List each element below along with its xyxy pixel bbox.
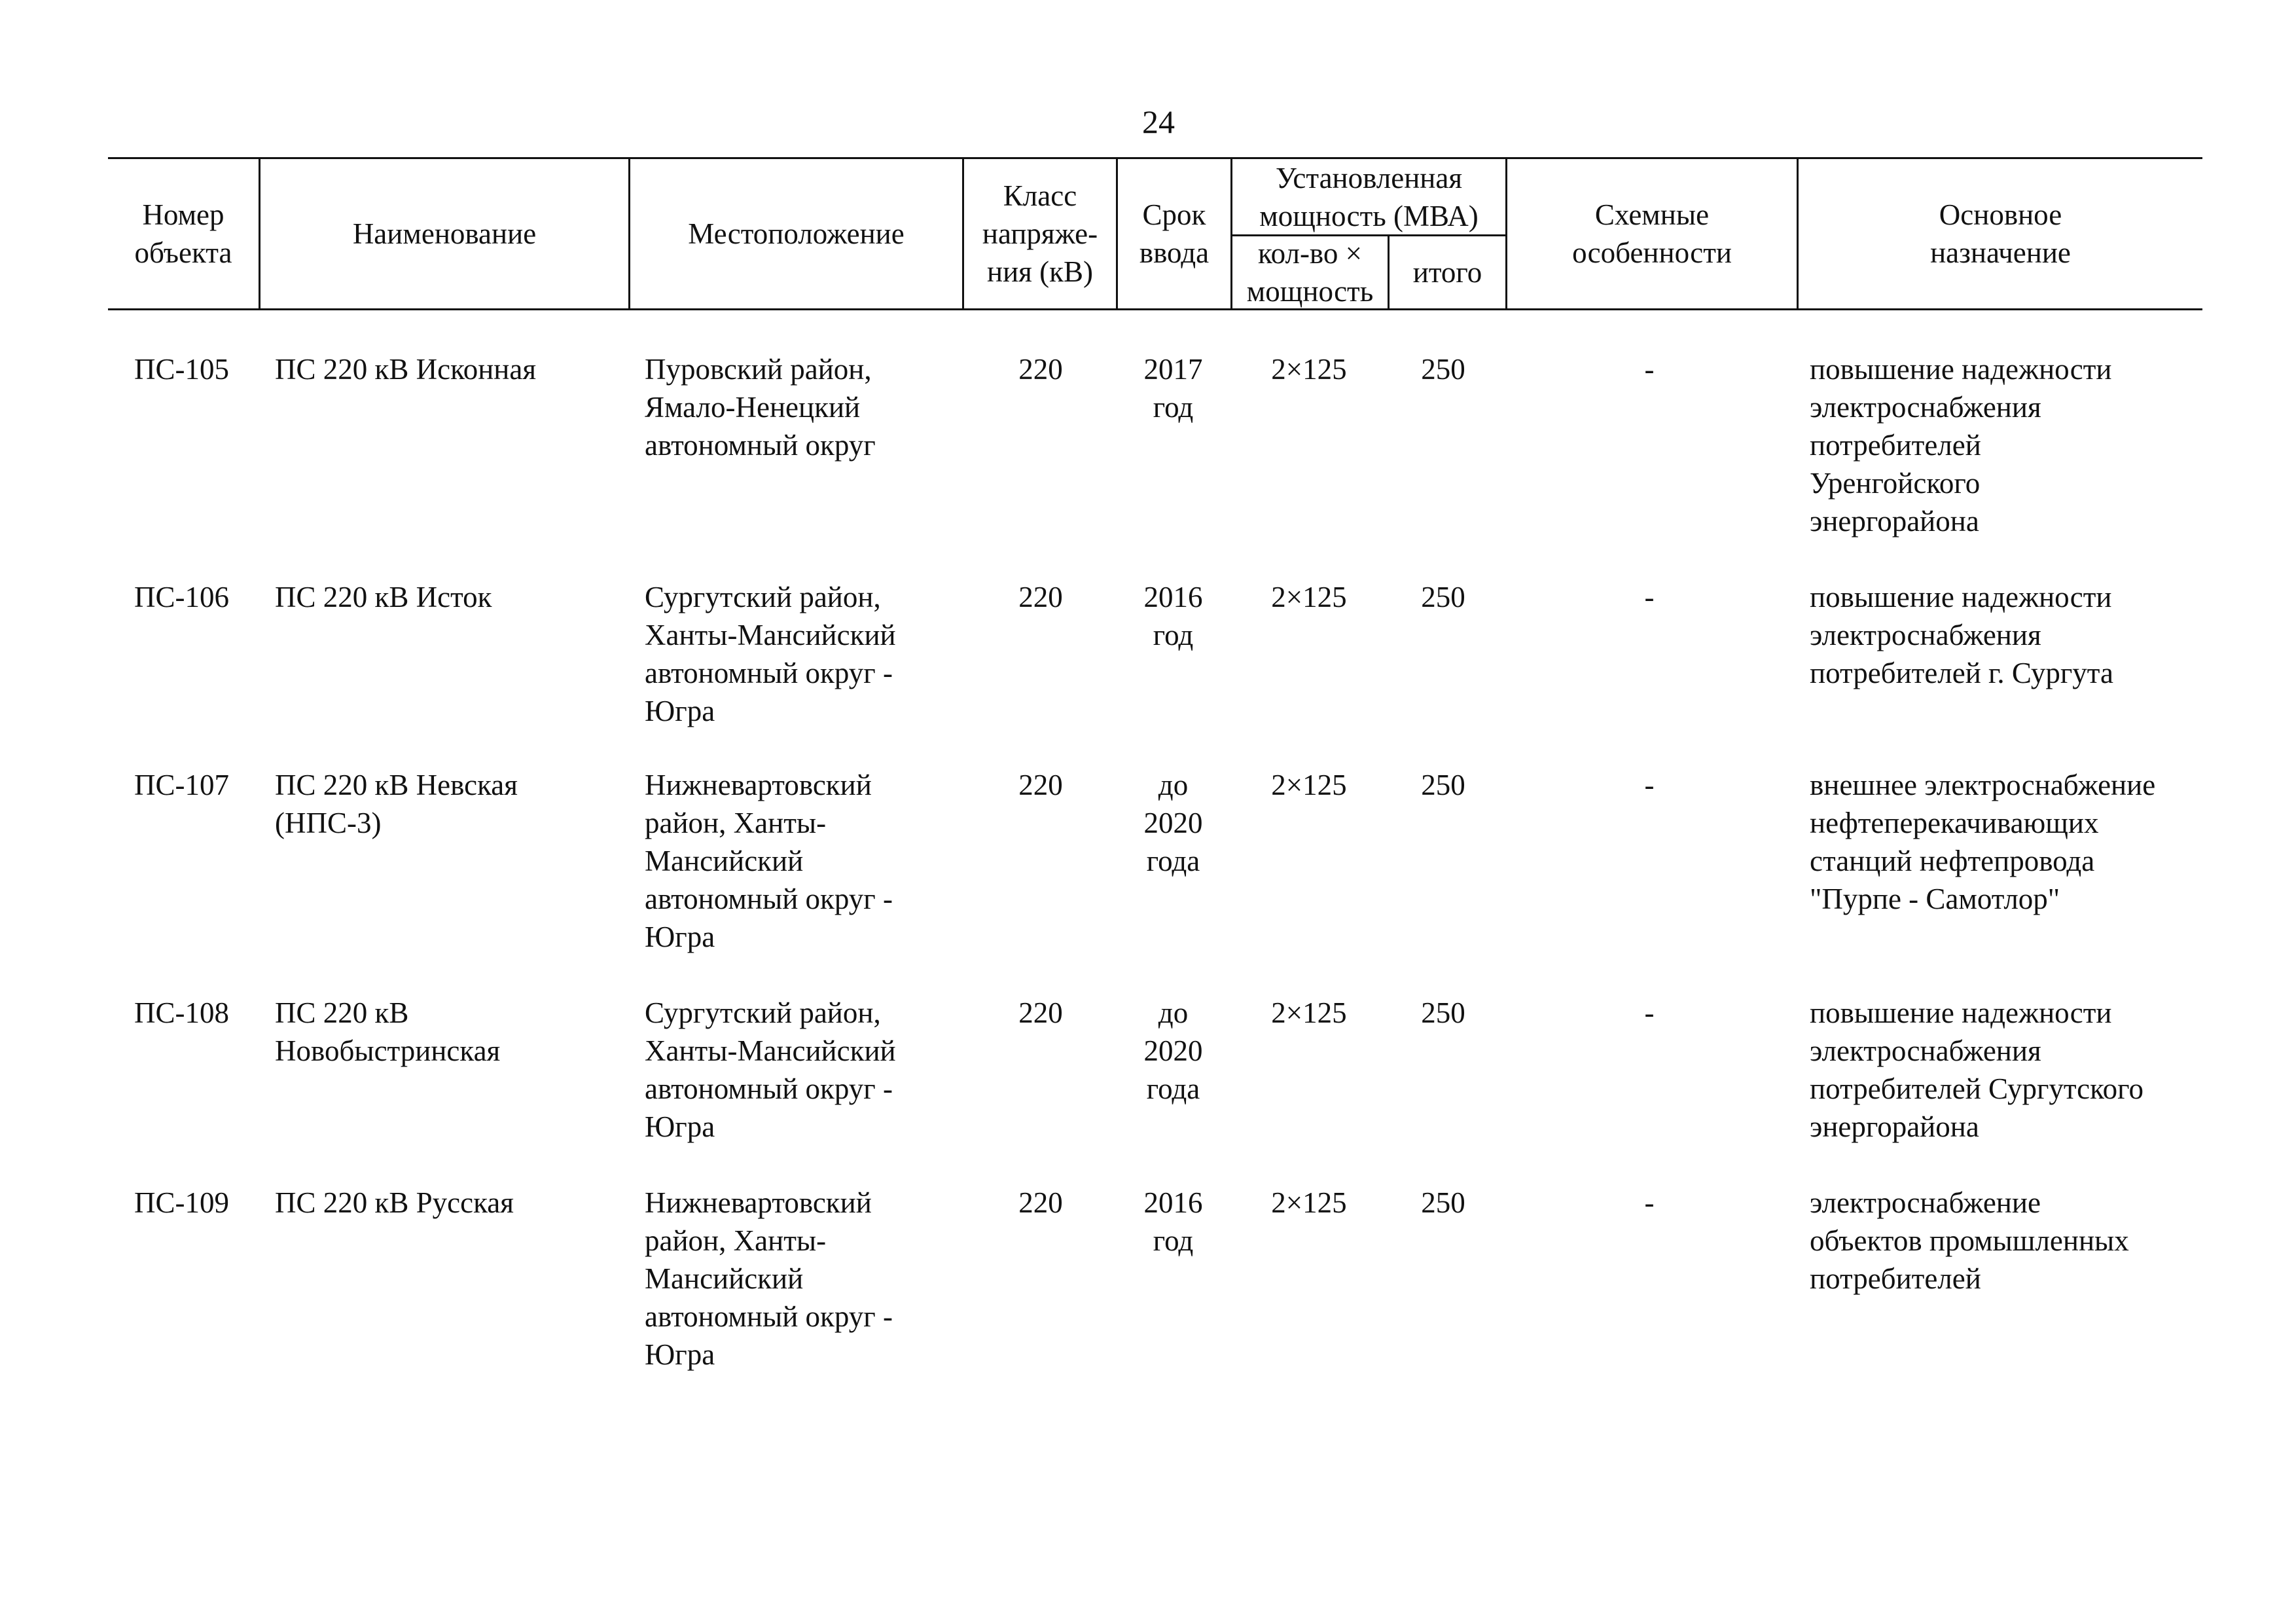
cell-object-number: ПС-106 [134,581,229,613]
cell-total: 250 [1421,353,1465,386]
header-total: итого [1412,256,1482,289]
cell-term: 2016 год [1143,1186,1203,1257]
cell-purpose: внешнее электроснабжение нефтеперекачивающих станций нефтепровода "Пурпе - Самотлор" [1810,769,2156,915]
header-installed-capacity: Установленная мощность (МВА) [1259,161,1479,232]
cell-name: ПС 220 кВ Русская [275,1186,514,1219]
header-voltage-class: Класс напряже- ния (кВ) [982,179,1098,288]
cell-location: Сургутский район, Ханты-Мансийский автономный округ - Югра [645,581,896,727]
cell-quantity-power: 2×125 [1271,1186,1347,1219]
cell-object-number: ПС-105 [134,353,229,386]
cell-scheme: - [1644,996,1655,1029]
cell-voltage: 220 [1018,996,1063,1029]
cell-quantity-power: 2×125 [1271,353,1347,386]
cell-voltage: 220 [1018,1186,1063,1219]
cell-location: Пуровский район, Ямало-Ненецкий автономный округ [645,353,876,462]
cell-term: 2016 год [1143,581,1203,651]
cell-voltage: 220 [1018,581,1063,613]
cell-object-number: ПС-109 [134,1186,229,1219]
cell-term: до 2020 года [1143,769,1203,877]
cell-total: 250 [1421,996,1465,1029]
header-name: Наименование [352,217,537,250]
cell-quantity-power: 2×125 [1271,581,1347,613]
table-header [108,157,2202,310]
cell-name: ПС 220 кВ Невская (НПС-3) [275,769,518,839]
header-main-purpose: Основное назначение [1930,198,2071,269]
cell-term: 2017 год [1143,353,1203,424]
cell-location: Сургутский район, Ханты-Мансийский автономный округ - Югра [645,996,896,1143]
cell-purpose: электроснабжение объектов промышленных потребителей [1810,1186,2129,1295]
cell-object-number: ПС-107 [134,769,229,801]
header-quantity-power: кол-во × мощность [1246,237,1374,308]
cell-total: 250 [1421,581,1465,613]
cell-purpose: повышение надежности электроснабжения потребителей Уренгойского энергорайона [1810,353,2112,538]
cell-quantity-power: 2×125 [1271,769,1347,801]
cell-scheme: - [1644,769,1655,801]
cell-voltage: 220 [1018,769,1063,801]
cell-scheme: - [1644,353,1655,386]
page-number: 24 [1142,103,1175,140]
header-term: Срок ввода [1139,198,1210,269]
cell-object-number: ПС-108 [134,996,229,1029]
cell-total: 250 [1421,1186,1465,1219]
header-object-number: Номер объекта [134,198,232,269]
cell-scheme: - [1644,1186,1655,1219]
cell-name: ПС 220 кВ Исток [275,581,492,613]
cell-name: ПС 220 кВ Новобыстринская [275,996,501,1067]
cell-purpose: повышение надежности электроснабжения потребителей Сургутского энергорайона [1810,996,2144,1143]
header-location: Местоположение [688,217,905,250]
cell-voltage: 220 [1018,353,1063,386]
cell-term: до 2020 года [1143,996,1203,1105]
cell-location: Нижневартовский район, Ханты- Мансийский автономный округ - Югра [645,1186,893,1371]
cell-location: Нижневартовский район, Ханты- Мансийский автономный округ - Югра [645,769,893,953]
cell-total: 250 [1421,769,1465,801]
cell-name: ПС 220 кВ Исконная [275,353,537,386]
cell-scheme: - [1644,581,1655,613]
cell-quantity-power: 2×125 [1271,996,1347,1029]
header-scheme-features: Схемные особенности [1572,198,1732,269]
cell-purpose: повышение надежности электроснабжения потребителей г. Сургута [1810,581,2113,689]
